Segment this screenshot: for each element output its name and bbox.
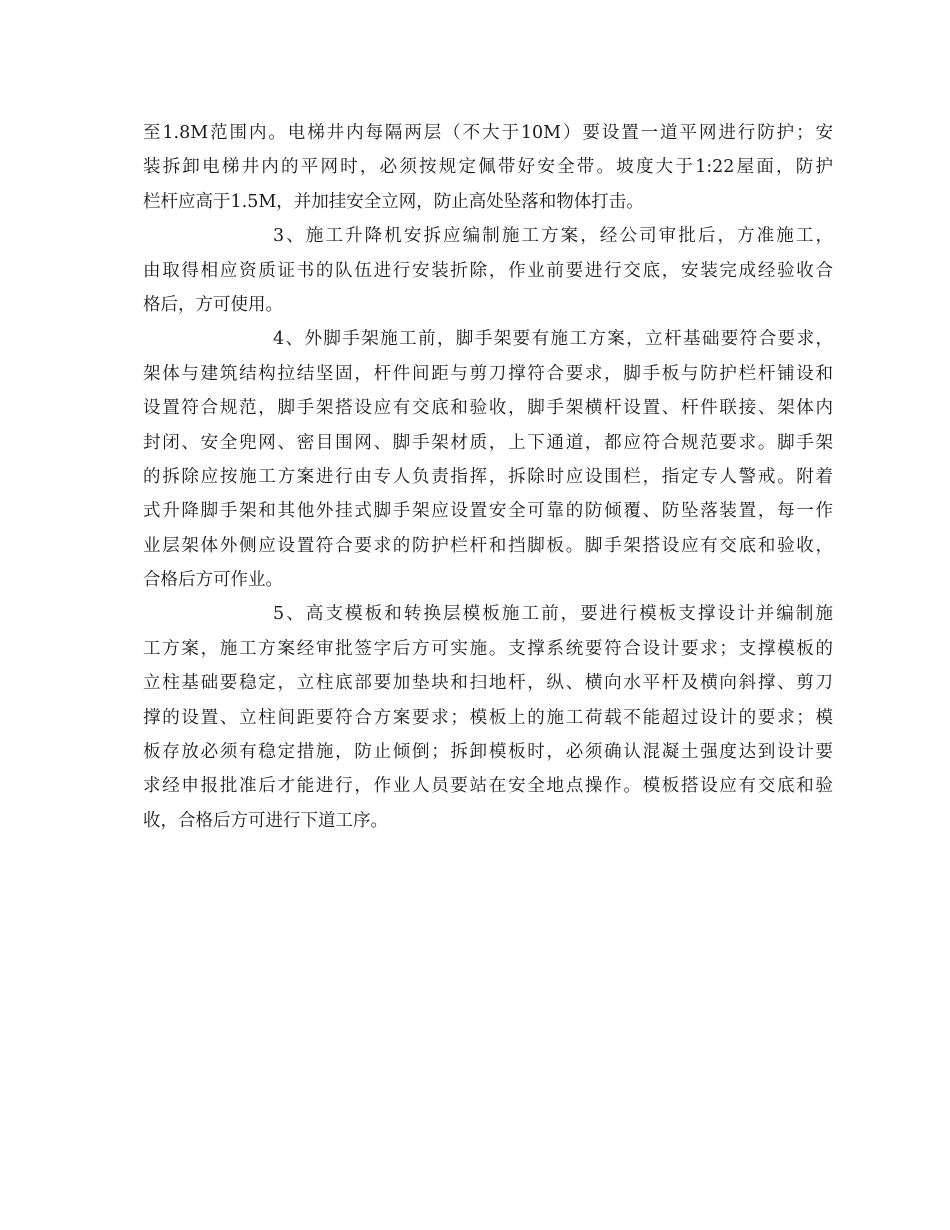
text-line: 的拆除应按施工方案进行由专人负责指挥，拆除时应设围栏，指定专人警戒。附着 [143, 466, 833, 487]
text-line: 格后，方可使用。 [143, 294, 283, 315]
text-line: 至1.8M范围内。电梯井内每隔两层（不大于10M）要设置一道平网进行防护；安 [143, 123, 833, 143]
text-line: 业层架体外侧应设置符合要求的防护栏杆和挡脚板。脚手架搭设应有交底和验收， [143, 535, 833, 556]
text-line: 求经申报批准后才能进行，作业人员要站在安全地点操作。模板搭设应有交底和验 [143, 776, 833, 797]
text-line: 工方案，施工方案经审批签字后方可实施。支撑系统要符合设计要求；支撑模板的 [143, 638, 833, 659]
paragraph-3-first-line: 3、施工升降机安拆应编制施工方案，经公司审批后，方准施工， [273, 226, 833, 247]
text-line: 板存放必须有稳定措施，防止倾倒；拆卸模板时，必须确认混凝土强度达到设计要 [143, 742, 833, 763]
text-line: 立柱基础要稳定，立柱底部要加垫块和扫地杆，纵、横向水平杆及横向斜撑、剪刀 [143, 673, 833, 694]
document-body [143, 116, 833, 838]
text-line: 撑的设置、立柱间距要符合方案要求；模板上的施工荷载不能超过设计的要求；模 [143, 707, 833, 728]
text-line: 封闭、安全兜网、密目围网、脚手架材质，上下通道，都应符合规范要求。脚手架 [143, 432, 833, 453]
text-line: 合格后方可作业。 [143, 570, 283, 591]
text-line: 收，合格后方可进行下道工序。 [143, 810, 388, 831]
text-line: 装拆卸电梯井内的平网时，必须按规定佩带好安全带。坡度大于1:22屋面，防护 [143, 157, 833, 178]
text-line: 设置符合规范，脚手架搭设应有交底和验收，脚手架横杆设置、杆件联接、架体内 [143, 398, 833, 419]
text-line: 架体与建筑结构拉结坚固，杆件间距与剪刀撑符合要求，脚手板与防护栏杆铺设和 [143, 363, 833, 384]
paragraph-4-first-line: 4、外脚手架施工前，脚手架要有施工方案，立杆基础要符合要求， [273, 329, 833, 350]
paragraph-5-first-line: 5、高支模板和转换层模板施工前，要进行模板支撑设计并编制施 [273, 604, 833, 625]
text-line: 由取得相应资质证书的队伍进行安装折除，作业前要进行交底，安装完成经验收合 [143, 260, 833, 281]
text-line: 式升降脚手架和其他外挂式脚手架应设置安全可靠的防倾覆、防坠落装置，每一作 [143, 501, 833, 522]
text-line: 栏杆应高于1.5M，并加挂安全立网，防止高处坠落和物体打击。 [143, 191, 644, 212]
